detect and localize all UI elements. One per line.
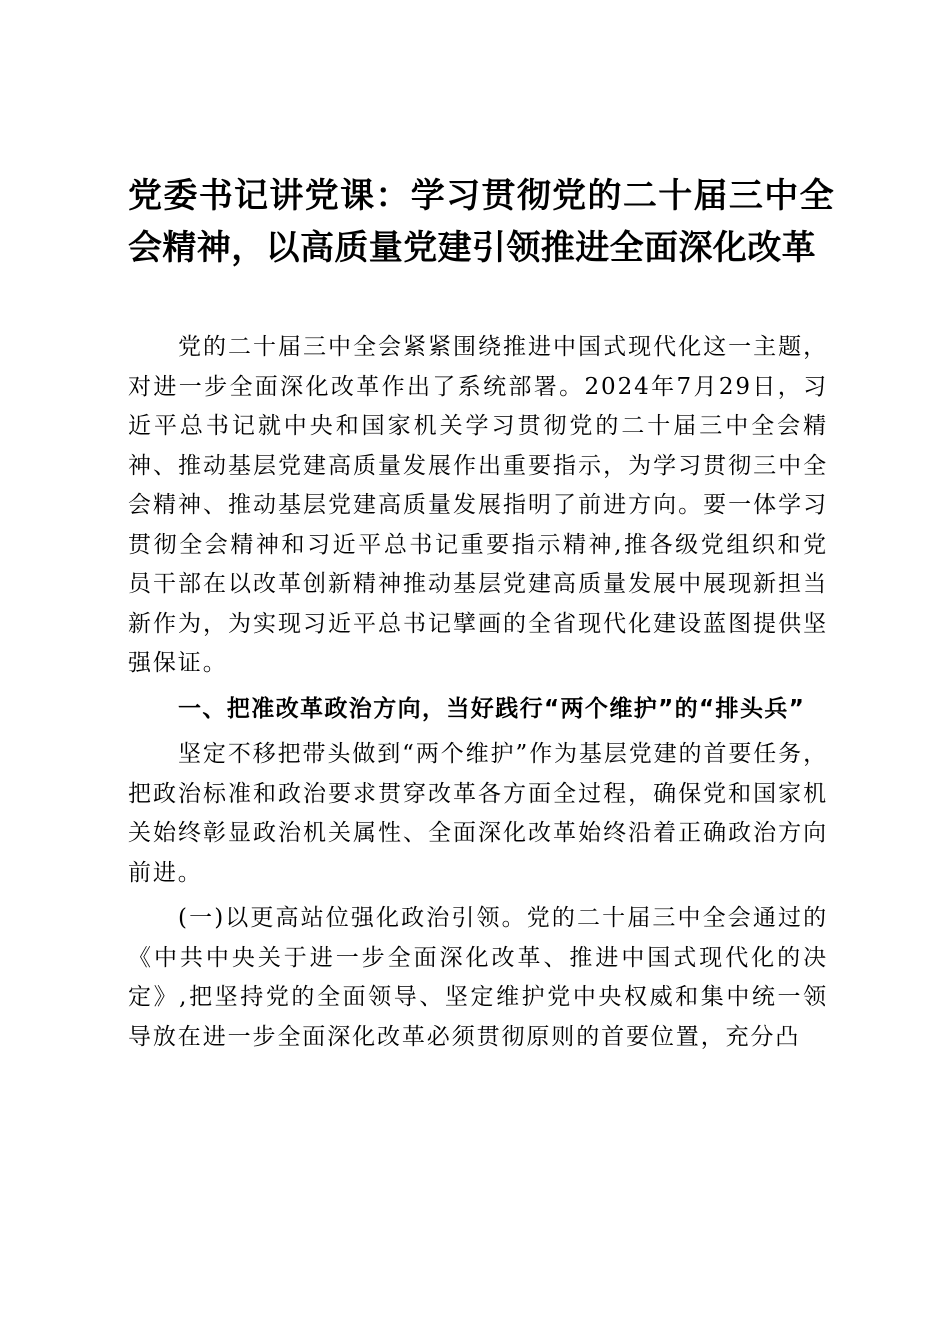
subsection-paragraph: (一)以更高站位强化政治引领。党的二十届三中全会通过的《中共中央关于进一步全面深化改革、推进中国式现代化的决定》,把坚持党的全面领导、坚定维护党中央权威和集中统一领导放在进一步全面深化改革必须贯彻原则的首要位置，充分凸 [128,905,828,1050]
section-paragraph: 坚定不移把带头做到“两个维护”作为基层党建的首要任务，把政治标准和政治要求贯穿改革各方面全过程，确保党和国家机关始终彰显政治机关属性、全面深化改革始终沿着正确政治方向前进。 [128,741,828,886]
intro-paragraph: 党的二十届三中全会紧紧围绕推进中国式现代化这一主题，对进一步全面深化改革作出了系统部署。2024年7月29日，习近平总书记就中央和国家机关学习贯彻党的二十届三中全会精神、推动基层党建高质量发展作出重要指示，为学习贯彻三中全会精神、推动基层党建高质量发展指明了前进方向。要一体学习贯彻全会精神和习近平总书记重要指示精神,推各级党组织和党员干部在以改革创新精神推动基层党建高质量发展中展现新担当新作为，为实现习近平总书记擘画的全省现代化建设蓝图提供坚强保证。 [128,334,828,676]
document-title: 党委书记讲党课：学习贯彻党的二十届三中全会精神，以高质量党建引领推进全面深化改革 [128,176,834,268]
section-heading: 一、把准改革政治方向，当好践行“两个维护”的“排头兵” [178,695,806,722]
document-body [128,328,828,1063]
